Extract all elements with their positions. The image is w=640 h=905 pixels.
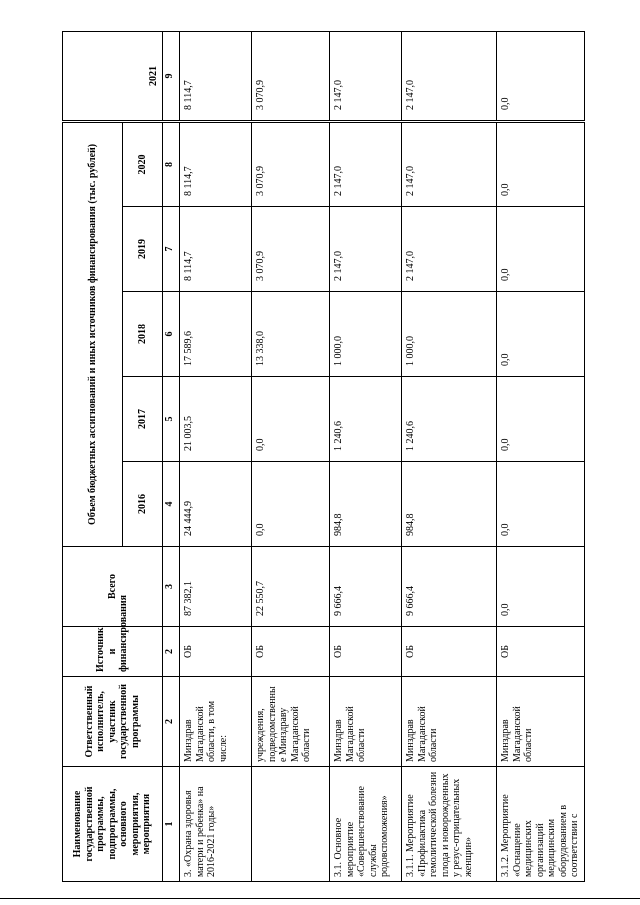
col-number: 9 bbox=[163, 31, 180, 121]
col-number: 2 bbox=[163, 627, 180, 677]
row-value-2021: 8 114,7 bbox=[180, 31, 252, 121]
table-row bbox=[402, 31, 497, 881]
header-year-2017: 2017 bbox=[123, 377, 163, 462]
row-value-2017: 0,0 bbox=[252, 377, 330, 462]
row-value-2016: 0,0 bbox=[252, 462, 330, 547]
table-row bbox=[330, 31, 402, 881]
header-year-2020: 2020 bbox=[123, 121, 163, 206]
row-value-2017: 1 240,6 bbox=[330, 377, 402, 462]
row-value-2021: 3 070,9 bbox=[252, 31, 330, 121]
row-value-2018: 1 000,0 bbox=[330, 292, 402, 377]
page-bottom-rule bbox=[0, 898, 640, 899]
col-number: 6 bbox=[163, 292, 180, 377]
row-value-2016: 984,8 bbox=[330, 462, 402, 547]
row-value-2018: 1 000,0 bbox=[402, 292, 497, 377]
table-row bbox=[252, 31, 330, 881]
row-value-2019: 2 147,0 bbox=[402, 207, 497, 292]
row-total: 9 666,4 bbox=[330, 547, 402, 627]
row-value-2016: 0,0 bbox=[497, 462, 585, 547]
row-value-2021: 0,0 bbox=[497, 31, 585, 121]
row-total: 22 550,7 bbox=[252, 547, 330, 627]
row-value-2020: 0,0 bbox=[497, 121, 585, 206]
row-value-2017: 1 240,6 bbox=[402, 377, 497, 462]
row-name: 3. «Охрана здоровья матери и ребенка» на 2016-2021 годы» bbox=[180, 767, 252, 882]
row-responsible: учреждения, подведомственны е Минздраву Магаданской области bbox=[252, 677, 330, 767]
header-name: Наименование государственной программы, подпрограммы, основного мероприятия, мероприятия bbox=[63, 767, 163, 882]
header-year-2018: 2018 bbox=[123, 292, 163, 377]
row-value-2021: 2 147,0 bbox=[402, 31, 497, 121]
col-number: 4 bbox=[163, 462, 180, 547]
header-responsible: Ответственный исполнитель, участник государственной программы bbox=[63, 677, 163, 767]
header-source: Источник и финансирования bbox=[63, 627, 163, 677]
row-name: 3.1.2. Мероприятие «Оснащение медицинских организаций медицинским оборудованием в соответствии с bbox=[497, 767, 585, 882]
row-value-2020: 3 070,9 bbox=[252, 121, 330, 206]
row-value-2018: 0,0 bbox=[497, 292, 585, 377]
row-source: ОБ bbox=[180, 627, 252, 677]
financing-table bbox=[62, 31, 585, 882]
row-value-2021: 2 147,0 bbox=[330, 31, 402, 121]
table-row bbox=[497, 31, 585, 881]
row-responsible: Минздрав Магаданской области, в том числе: bbox=[180, 677, 252, 767]
row-value-2017: 21 003,5 bbox=[180, 377, 252, 462]
row-total: 9 666,4 bbox=[402, 547, 497, 627]
row-name: 3.1. Основное мероприятие «Совершенствование службы родовспоможения» bbox=[330, 767, 402, 882]
row-total: 0,0 bbox=[497, 547, 585, 627]
header-year-2019: 2019 bbox=[123, 207, 163, 292]
row-total: 87 382,1 bbox=[180, 547, 252, 627]
header-year-2021: 2021 bbox=[63, 31, 163, 121]
col-number: 7 bbox=[163, 207, 180, 292]
row-name: 3.1.1. Мероприятие «Профилактика гемолитической болезни плода и новорожденных у резус-отрицательных женщин» bbox=[402, 767, 497, 882]
row-value-2019: 3 070,9 bbox=[252, 207, 330, 292]
row-value-2020: 8 114,7 bbox=[180, 121, 252, 206]
row-value-2019: 8 114,7 bbox=[180, 207, 252, 292]
col-number: 3 bbox=[163, 547, 180, 627]
row-value-2016: 24 444,9 bbox=[180, 462, 252, 547]
header-year-2016: 2016 bbox=[123, 462, 163, 547]
col-number: 8 bbox=[163, 121, 180, 206]
row-value-2017: 0,0 bbox=[497, 377, 585, 462]
row-source: ОБ bbox=[402, 627, 497, 677]
row-source: ОБ bbox=[252, 627, 330, 677]
header-total: Всего bbox=[63, 547, 163, 627]
column-number-row bbox=[163, 31, 180, 881]
row-value-2018: 17 589,6 bbox=[180, 292, 252, 377]
row-responsible: Минздрав Магаданской области bbox=[330, 677, 402, 767]
header-volume: Объем бюджетных ассигнований и иных источников финансирования (тыс. рублей) bbox=[63, 121, 123, 546]
row-value-2019: 2 147,0 bbox=[330, 207, 402, 292]
row-value-2020: 2 147,0 bbox=[330, 121, 402, 206]
row-value-2019: 0,0 bbox=[497, 207, 585, 292]
row-source: ОБ bbox=[497, 627, 585, 677]
row-responsible: Минздрав Магаданской области bbox=[402, 677, 497, 767]
row-value-2018: 13 338,0 bbox=[252, 292, 330, 377]
row-value-2020: 2 147,0 bbox=[402, 121, 497, 206]
rotated-table-wrapper bbox=[62, 32, 580, 882]
table-row bbox=[180, 31, 252, 881]
row-source: ОБ bbox=[330, 627, 402, 677]
row-responsible: Минздрав Магаданской области bbox=[497, 677, 585, 767]
col-number: 5 bbox=[163, 377, 180, 462]
row-name bbox=[252, 767, 330, 882]
col-number: 1 bbox=[163, 767, 180, 882]
col-number: 2 bbox=[163, 677, 180, 767]
row-value-2016: 984,8 bbox=[402, 462, 497, 547]
